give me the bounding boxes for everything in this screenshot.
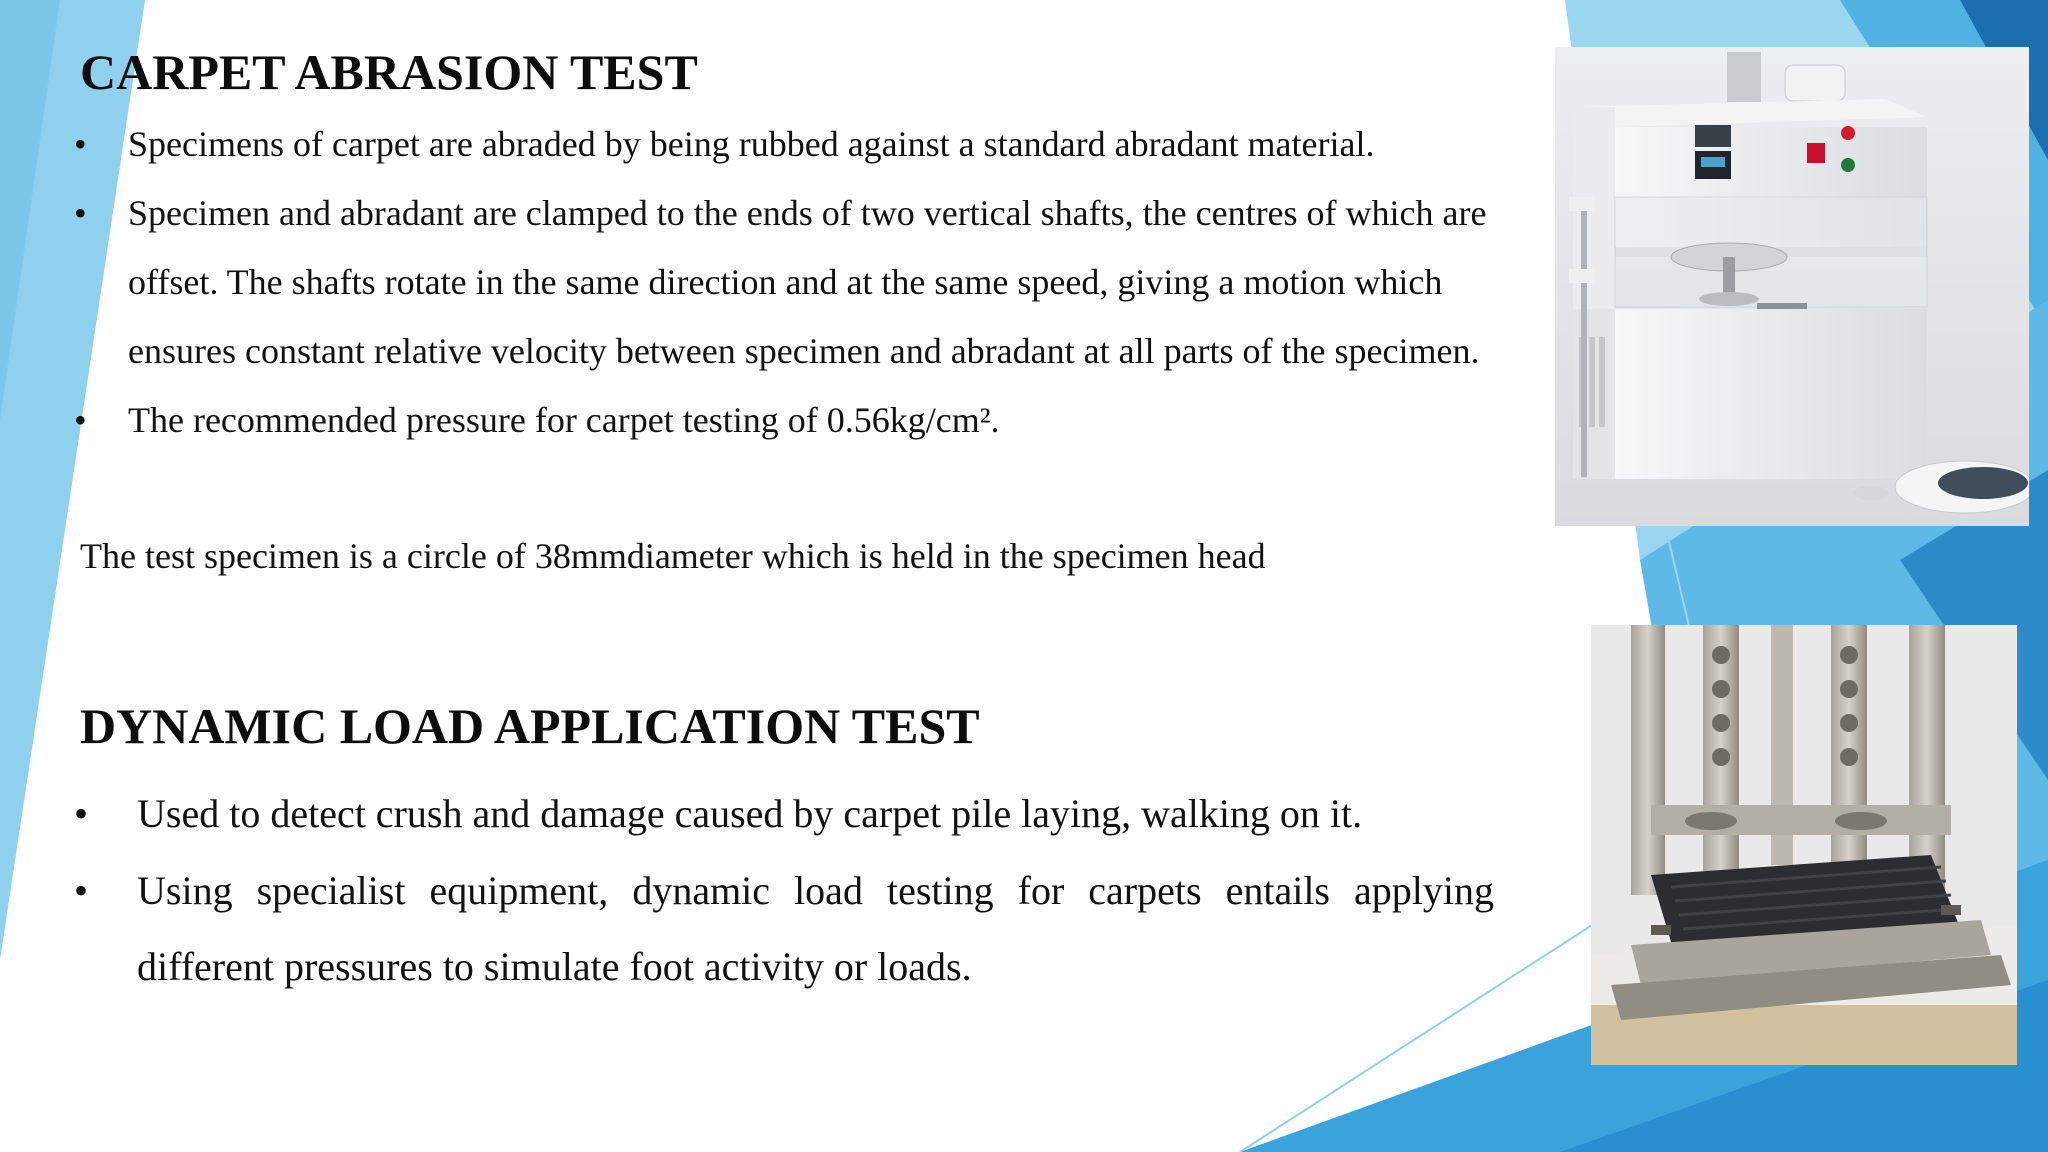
carpet-abrasion-tester-photo	[1555, 47, 2029, 526]
bullet-icon: •	[74, 791, 89, 836]
bullet-text: Using specialist equipment, dynamic load testing for carpets entails applying different pressures to simulate foot activity or loads.	[137, 867, 1494, 989]
list-item	[74, 853, 1494, 1006]
dynamic-load-heading: DYNAMIC LOAD APPLICATION TEST	[80, 698, 980, 754]
list-item	[74, 110, 1534, 179]
carpet-abrasion-bullets	[74, 110, 1534, 455]
bullet-icon: •	[74, 400, 87, 440]
bullet-icon: •	[74, 124, 87, 164]
bullet-text: Specimen and abradant are clamped to the ends of two vertical shafts, the centres of which are offset. The shafts rotate in the same direction and at the same speed, giving a motion which ensures constant relative velocity between specimen and abradant at all parts of the specimen.	[128, 193, 1487, 371]
dynamic-load-bullets	[74, 776, 1494, 1006]
bullet-text: Specimens of carpet are abraded by being rubbed against a standard abradant material.	[128, 124, 1375, 164]
bullet-icon: •	[74, 193, 87, 233]
list-item	[74, 776, 1494, 853]
bullet-text: The recommended pressure for carpet testing of 0.56kg/cm².	[128, 400, 1000, 440]
specimen-note: The test specimen is a circle of 38mmdiameter which is held in the specimen head	[80, 536, 1266, 576]
list-item	[74, 179, 1534, 386]
list-item	[74, 386, 1534, 455]
bullet-text: Used to detect crush and damage caused by carpet pile laying, walking on it.	[137, 791, 1363, 836]
bullet-icon: •	[74, 867, 89, 913]
carpet-abrasion-heading: CARPET ABRASION TEST	[80, 44, 698, 100]
dynamic-load-tester-photo	[1591, 625, 2017, 1065]
